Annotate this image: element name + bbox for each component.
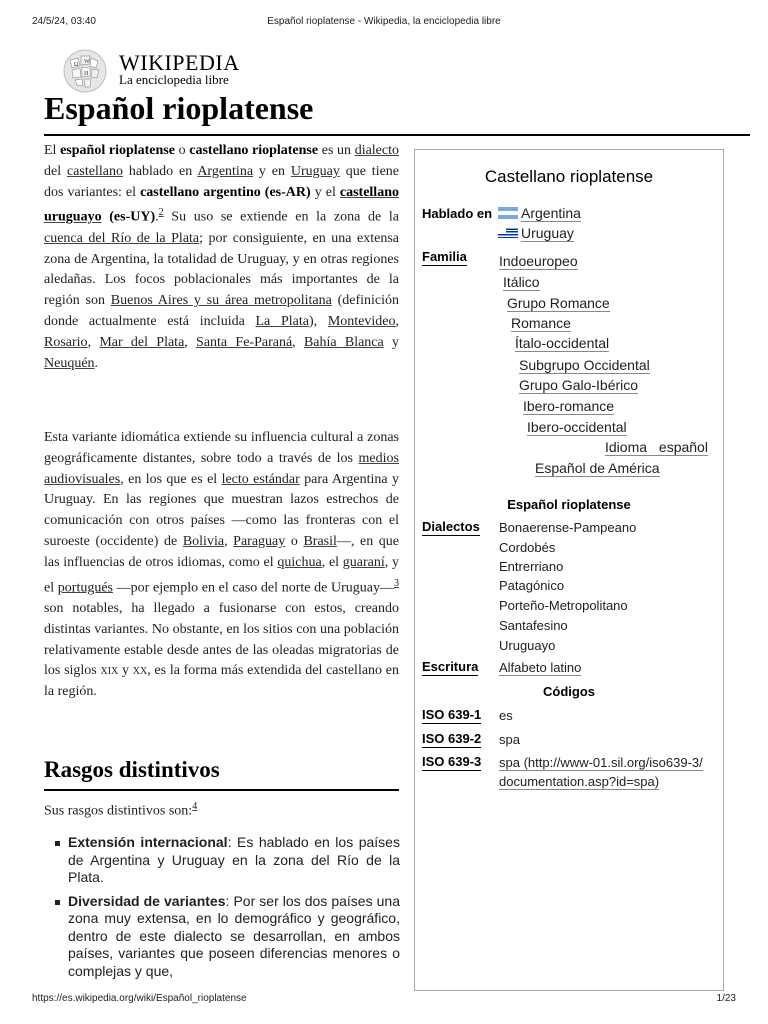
dialect-item: Cordobés	[499, 540, 556, 555]
dialects-label[interactable]: Dialectos	[422, 519, 480, 534]
page-title: Español rioplatense	[44, 90, 314, 126]
dialect-item: Bonaerense-Pampeano	[499, 520, 637, 535]
dialect-item: Porteño-Metropolitano	[499, 598, 628, 613]
family-label[interactable]: Familia	[422, 249, 467, 264]
svg-text:Ω: Ω	[74, 62, 79, 68]
family-item[interactable]: Romance	[511, 315, 571, 331]
list-item: Diversidad de variantes: Por ser los dos países una zona muy extensa, en lo demográfico y geográfico, dentro de este dialecto se desarrollan, en ambos países, variantes que poseen diferencias menores o complejas y que,	[44, 893, 400, 981]
section-heading: Rasgos distintivos	[44, 757, 220, 782]
page-number: 1/23	[716, 993, 736, 1004]
ref-3[interactable]: 3	[394, 577, 399, 589]
family-item[interactable]: Ibero-occidental	[527, 419, 627, 435]
variant-paragraph: Esta variante idiomática extiende su influencia cultural a zonas geográficamente distantes, sobre todo a través de los medios audiovisuales, en los que es el lecto estándar para Argentina y Uruguay. En las regiones que muestran lazos estrechos de comunicación con otros países —como las fronteras con el suroeste (occidente) de Bolivia, Paraguay o Brasil—, en que las influencias de otros idiomas, como el quichua, el guaraní, y el portugués —por ejemplo en el caso del norte de Uruguay—$^3$ son notables, ha llegado a fusionarse con estos, creando distintas variantes. No obstante, en los sitios con una población relativamente estable desde antes de las oleadas migratorias de los siglos xix y xx, es la forma más extendida del castellano en la región.	[44, 430, 399, 700]
dialect-item: Uruguayo	[499, 638, 556, 653]
iso3-link[interactable]: spa (http://www-01.sil.org/iso639-3/	[499, 755, 703, 770]
iso1-value: es	[499, 708, 513, 723]
dialect-item: Santafesino	[499, 618, 568, 633]
ref-2[interactable]: 2	[158, 207, 164, 219]
family-item[interactable]: Ítalo-occidental	[515, 335, 610, 351]
infobox	[414, 149, 724, 991]
intro-paragraph: El español rioplatense o castellano rioplatense es un dialecto del castellano hablado en Argentina y en Uruguay que tiene dos variantes: el castellano argentino (es-AR) y el castellano uruguayo (es-UY).$^2$ Su uso se extiende en la zona de la cuenca del Río de la Plata; por consiguiente, en una extensa zona de Argentina, la totalidad de Uruguay, y en otras regiones aledañas. Los focos poblacionales más importantes de la región son Buenos Aires y su área metropolitana (definición donde actualmente está incluida La Plata), Montevideo, Rosario, Mar del Plata, Santa Fe-Paraná, Bahía Blanca y Neuquén.	[44, 143, 400, 371]
wikipedia-tagline: La enciclopedia libre	[119, 72, 229, 87]
family-item[interactable]: Indoeuropeo	[499, 253, 578, 269]
country-uruguay[interactable]: Uruguay	[498, 225, 574, 241]
list-item: Extensión internacional: Es hablado en los países de Argentina y Uruguay en la zona del Río de la Plata.	[44, 834, 400, 887]
family-item[interactable]: Subgrupo Occidental	[519, 357, 650, 373]
country-argentina[interactable]: Argentina	[498, 205, 581, 221]
print-page-title: Español rioplatense - Wikipedia, la enciclopedia libre	[267, 16, 501, 27]
family-item[interactable]: Ibero-romance	[523, 398, 615, 414]
title-divider	[44, 134, 750, 136]
codes-heading: Códigos	[543, 684, 595, 699]
iso3-link-cont[interactable]: documentation.asp?id=spa)	[499, 774, 660, 789]
family-item[interactable]: Grupo Galo-Ibérico	[519, 377, 639, 393]
family-item[interactable]: Español de América	[535, 460, 660, 476]
section-intro: Sus rasgos distintivos son:$^4$	[44, 801, 198, 819]
svg-text:И: И	[84, 71, 89, 77]
family-item[interactable]: Itálico	[503, 274, 540, 290]
svg-text:W: W	[84, 59, 90, 65]
script-label[interactable]: Escritura	[422, 659, 479, 674]
wikipedia-wordmark[interactable]: WIKIPEDIA	[119, 50, 240, 75]
family-item[interactable]: Grupo Romance	[507, 295, 610, 311]
features-list	[44, 834, 400, 986]
ref-4[interactable]: 4	[192, 801, 198, 812]
dialect-item: Entrerriano	[499, 559, 564, 574]
wikipedia-globe-icon[interactable]	[60, 46, 110, 94]
iso2-value: spa	[499, 732, 520, 747]
infobox-subtitle: Español rioplatense	[507, 497, 631, 512]
infobox-title: Castellano rioplatense	[484, 167, 654, 186]
page-url: https://es.wikipedia.org/wiki/Español_rioplatense	[32, 993, 247, 1004]
uruguay-flag-icon	[498, 227, 518, 239]
dialect-item: Patagónico	[499, 578, 565, 593]
iso3-label[interactable]: ISO 639-3	[422, 754, 482, 769]
script-value[interactable]: Alfabeto latino	[499, 660, 582, 675]
family-item[interactable]: Idioma español	[605, 439, 708, 455]
iso2-label[interactable]: ISO 639-2	[422, 731, 482, 746]
iso1-label[interactable]: ISO 639-1	[422, 707, 482, 722]
section-divider	[44, 789, 399, 791]
spoken-label: Hablado en	[422, 206, 493, 221]
print-date: 24/5/24, 03:40	[32, 16, 96, 27]
argentina-flag-icon	[498, 207, 518, 219]
